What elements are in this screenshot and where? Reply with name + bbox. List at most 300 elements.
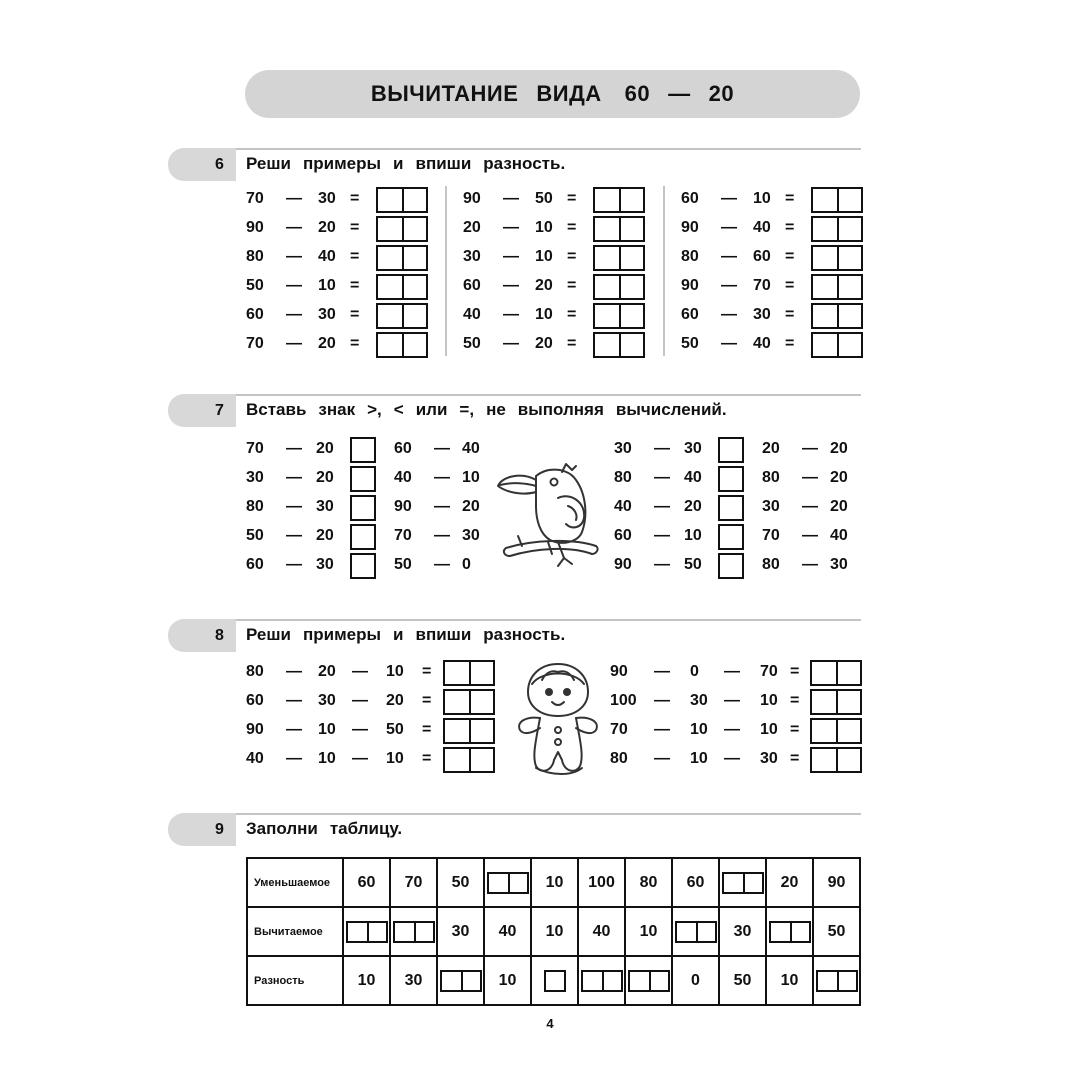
equation-token: — [724,721,740,738]
task-number-badge [168,394,236,427]
equation-token: 20 [386,692,404,709]
equation-token: 40 [246,750,264,767]
equation-token: — [286,306,302,323]
equation-token: 20 [318,663,336,680]
equation-token: 90 [681,277,699,294]
equation-token: — [352,750,368,767]
left-expression-token: 30 [316,498,334,515]
right-expression-token: — [434,469,450,486]
equation-token: — [654,750,670,767]
right-expression-token: 30 [762,498,780,515]
left-expression-token: 70 [246,440,264,457]
answer-box[interactable] [675,921,717,943]
answer-box[interactable] [376,274,428,300]
equation-token: — [724,663,740,680]
equation-token: — [503,219,519,236]
table-cell-empty [578,956,625,1005]
left-expression-token: 80 [614,469,632,486]
equation-token: 70 [246,335,264,352]
equation-token: 30 [760,750,778,767]
left-expression-token: 40 [614,498,632,515]
row-header: Разность [247,956,343,1005]
left-expression-token: 20 [316,440,334,457]
equation-token: — [503,277,519,294]
task-divider [236,148,861,150]
equation-token: 40 [753,219,771,236]
row-header: Уменьшаемое [247,858,343,907]
equation-token: 70 [760,663,778,680]
instruction-word: < [393,400,404,419]
answer-box[interactable] [722,872,764,894]
left-expression-token: — [654,498,670,515]
equation-token: 10 [386,663,404,680]
equation-token: 10 [318,277,336,294]
table-cell-empty [625,956,672,1005]
instruction-word: впиши [415,154,472,173]
instruction-word: выполняя [517,400,604,419]
table-cell-empty [813,956,860,1005]
right-expression-token: 70 [394,527,412,544]
sign-box[interactable] [350,495,376,521]
left-expression-token: 50 [684,556,702,573]
equation-token: 90 [246,219,264,236]
answer-box[interactable] [811,303,863,329]
equation-token: 70 [610,721,628,738]
equation-token: = [567,219,577,236]
table-cell: 60 [343,858,390,907]
title-word: ВЫЧИТАНИЕ [370,81,519,106]
answer-box[interactable] [393,921,435,943]
instruction-word: и [393,154,404,173]
task-number-badge [168,148,236,181]
answer-box[interactable] [816,970,858,992]
right-expression-token: — [434,440,450,457]
equation-token: — [654,721,670,738]
equation-token: 20 [318,219,336,236]
left-expression-token: — [654,469,670,486]
equation-token: 50 [463,335,481,352]
right-expression-token: 20 [830,440,848,457]
table-cell: 10 [343,956,390,1005]
instruction-word: Реши [246,154,291,173]
left-expression-token: — [654,527,670,544]
left-expression-token: 10 [684,527,702,544]
equation-token: — [503,248,519,265]
right-expression-token: 20 [830,469,848,486]
equation-token: 0 [690,663,699,680]
answer-box[interactable] [376,187,428,213]
column-divider [663,186,665,356]
row-header: Вычитаемое [247,907,343,956]
equation-token: — [286,248,302,265]
equation-token: 20 [463,219,481,236]
sign-box[interactable] [718,466,744,492]
right-expression-token: — [434,498,450,515]
task-divider [236,394,861,396]
equation-token: 40 [318,248,336,265]
left-expression-token: 80 [246,498,264,515]
answer-box[interactable] [593,274,645,300]
equation-token: = [350,219,360,236]
left-expression-token: 30 [246,469,264,486]
table-cell: 50 [437,858,484,907]
answer-box[interactable] [810,689,862,715]
answer-box[interactable] [593,245,645,271]
table-cell: 10 [484,956,531,1005]
left-expression-token: — [286,469,302,486]
equation-token: 20 [535,277,553,294]
sign-box[interactable] [350,524,376,550]
left-expression-token: — [286,556,302,573]
answer-box[interactable] [810,718,862,744]
instruction-word: =, [459,400,475,419]
equation-token: 80 [246,663,264,680]
right-expression-token: — [802,469,818,486]
instruction-word: Заполни [246,819,318,838]
equation-token: = [785,219,795,236]
sign-box[interactable] [350,466,376,492]
sign-box[interactable] [718,524,744,550]
sign-box[interactable] [718,495,744,521]
right-expression-token: 80 [762,469,780,486]
right-expression-token: — [802,440,818,457]
equation-token: = [422,663,432,680]
equation-token: 80 [610,750,628,767]
equation-token: 10 [535,248,553,265]
instruction-word: и [393,625,404,644]
equation-token: = [785,248,795,265]
left-expression-token: 30 [614,440,632,457]
instruction-word: Вставь [246,400,307,419]
table-row [247,907,860,956]
table-cell-empty [719,858,766,907]
equation-token: — [503,306,519,323]
equation-token: 50 [386,721,404,738]
title-expr: — [668,81,691,106]
equation-token: — [286,663,302,680]
right-expression-token: — [434,527,450,544]
table-cell-empty [672,907,719,956]
answer-box[interactable] [593,332,645,358]
equation-token: 60 [681,306,699,323]
task-instruction [246,819,414,839]
table-cell: 40 [484,907,531,956]
answer-box[interactable] [811,187,863,213]
equation-token: — [286,219,302,236]
table-cell-empty [484,858,531,907]
left-expression-token: 50 [246,527,264,544]
right-expression-token: 90 [394,498,412,515]
equation-token: 10 [386,750,404,767]
equation-token: 10 [535,219,553,236]
table-cell: 10 [766,956,813,1005]
equation-token: = [422,692,432,709]
table-cell: 90 [813,858,860,907]
answer-box[interactable] [628,970,670,992]
table-cell: 50 [719,956,766,1005]
right-expression-token: 40 [462,440,480,457]
table-cell: 30 [437,907,484,956]
left-expression-token: 30 [684,440,702,457]
left-expression-token: — [286,440,302,457]
equation-token: 40 [463,306,481,323]
equation-token: = [567,248,577,265]
equation-token: = [790,750,800,767]
equation-token: 10 [753,190,771,207]
table-cell: 10 [531,858,578,907]
equation-token: — [352,692,368,709]
answer-box[interactable] [443,747,495,773]
right-expression-token: 20 [830,498,848,515]
task-instruction [246,625,577,645]
equation-token: — [286,750,302,767]
equation-token: 60 [753,248,771,265]
left-expression-token: — [654,556,670,573]
answer-box[interactable] [440,970,482,992]
equation-token: 100 [610,692,637,709]
equation-token: 10 [760,692,778,709]
equation-token: 90 [681,219,699,236]
table-cell: 70 [390,858,437,907]
answer-box[interactable] [769,921,811,943]
equation-token: — [721,219,737,236]
equation-token: = [790,692,800,709]
table-cell-empty [531,956,578,1005]
answer-box[interactable] [487,872,529,894]
equation-token: — [724,692,740,709]
answer-box[interactable] [544,970,566,992]
table-cell: 30 [719,907,766,956]
sign-box[interactable] [718,437,744,463]
equation-token: 30 [318,692,336,709]
sign-box[interactable] [718,553,744,579]
table-cell: 10 [531,907,578,956]
equation-token: = [785,335,795,352]
equation-token: 50 [535,190,553,207]
table-cell: 50 [813,907,860,956]
equation-token: 80 [681,248,699,265]
left-expression-token: — [286,527,302,544]
answer-box[interactable] [593,216,645,242]
title-word: ВИДА [536,81,602,106]
equation-token: 70 [246,190,264,207]
table-row [247,858,860,907]
task-number-badge [168,813,236,846]
answer-box[interactable] [581,970,623,992]
equation-token: — [286,721,302,738]
table-cell: 10 [625,907,672,956]
answer-box[interactable] [376,216,428,242]
answer-box[interactable] [443,660,495,686]
equation-token: 10 [690,721,708,738]
table-cell: 40 [578,907,625,956]
task-divider [236,813,861,815]
task-number: 9 [215,821,224,838]
answer-box[interactable] [346,921,388,943]
right-expression-token: 30 [462,527,480,544]
instruction-word: вычислений. [615,400,727,419]
instruction-word: не [486,400,506,419]
instruction-word: или [415,400,448,419]
task-divider [236,619,861,621]
right-expression-token: — [802,556,818,573]
equation-token: 30 [318,306,336,323]
equation-token: = [422,750,432,767]
equation-token: — [286,277,302,294]
equation-token: — [721,306,737,323]
equation-token: 30 [753,306,771,323]
right-expression-token: — [434,556,450,573]
equation-token: — [721,277,737,294]
equation-token: 10 [690,750,708,767]
answer-box[interactable] [443,718,495,744]
instruction-word: разность. [483,625,566,644]
task-number: 6 [215,156,224,173]
equation-token: 20 [318,335,336,352]
title-expr: 20 [708,81,735,106]
answer-box[interactable] [811,245,863,271]
task-number: 7 [215,402,224,419]
equation-token: 60 [246,306,264,323]
equation-token: — [286,692,302,709]
equation-token: — [721,335,737,352]
equation-token: 10 [318,721,336,738]
equation-token: 50 [246,277,264,294]
equation-token: = [567,277,577,294]
answer-box[interactable] [811,332,863,358]
instruction-word: >, [367,400,382,419]
equation-token: — [724,750,740,767]
left-expression-token: 20 [316,469,334,486]
right-expression-token: 20 [762,440,780,457]
table-cell-empty [390,907,437,956]
right-expression-token: — [802,498,818,515]
answer-box[interactable] [810,660,862,686]
equation-token: = [790,721,800,738]
equation-token: = [790,663,800,680]
left-expression-token: 30 [316,556,334,573]
equation-token: 10 [318,750,336,767]
instruction-word: разность. [483,154,566,173]
equation-token: = [785,190,795,207]
answer-box[interactable] [376,303,428,329]
equation-token: = [567,306,577,323]
equation-token: 60 [681,190,699,207]
left-expression-token: 90 [614,556,632,573]
equation-token: 10 [535,306,553,323]
table-cell: 0 [672,956,719,1005]
equation-token: = [785,306,795,323]
subtraction-table [246,857,861,1006]
instruction-word: таблицу. [329,819,403,838]
equation-token: 90 [463,190,481,207]
equation-token: — [352,663,368,680]
page-number: 4 [546,1016,554,1031]
answer-box[interactable] [593,187,645,213]
answer-box[interactable] [811,216,863,242]
right-expression-token: 30 [830,556,848,573]
equation-token: — [654,692,670,709]
answer-box[interactable] [443,689,495,715]
table-cell-empty [766,907,813,956]
column-divider [445,186,447,356]
equation-token: — [286,190,302,207]
equation-token: = [350,335,360,352]
left-expression-token: — [654,440,670,457]
equation-token: — [721,190,737,207]
equation-token: 40 [753,335,771,352]
equation-token: 90 [610,663,628,680]
right-expression-token: 0 [462,556,471,573]
equation-token: — [352,721,368,738]
table-cell: 80 [625,858,672,907]
right-expression-token: 60 [394,440,412,457]
gingerbread-illustration [512,660,604,778]
right-expression-token: 70 [762,527,780,544]
answer-box[interactable] [376,332,428,358]
right-expression-token: 10 [462,469,480,486]
equation-token: — [503,335,519,352]
task-instruction [246,154,577,174]
left-expression-token: 60 [246,556,264,573]
equation-token: 60 [246,692,264,709]
table-cell-empty [437,956,484,1005]
title-expr: 60 [624,81,651,106]
task-number-badge [168,619,236,652]
table-cell: 30 [390,956,437,1005]
answer-box[interactable] [376,245,428,271]
equation-token: = [350,277,360,294]
equation-token: = [567,190,577,207]
right-expression-token: 50 [394,556,412,573]
equation-token: — [286,335,302,352]
equation-token: 30 [318,190,336,207]
table-cell-empty [343,907,390,956]
answer-box[interactable] [810,747,862,773]
sign-box[interactable] [350,553,376,579]
page-title [245,70,860,118]
equation-token: = [350,248,360,265]
left-expression-token: — [286,498,302,515]
answer-box[interactable] [593,303,645,329]
left-expression-token: 20 [684,498,702,515]
instruction-word: впиши [415,625,472,644]
left-expression-token: 40 [684,469,702,486]
equation-token: 20 [535,335,553,352]
equation-token: 30 [463,248,481,265]
task-instruction [246,400,739,420]
equation-token: = [567,335,577,352]
equation-token: 90 [246,721,264,738]
instruction-word: примеры [303,625,382,644]
table-cell: 60 [672,858,719,907]
equation-token: 30 [690,692,708,709]
left-expression-token: 60 [614,527,632,544]
equation-token: 70 [753,277,771,294]
equation-token: 10 [760,721,778,738]
equation-token: = [350,190,360,207]
equation-token: 80 [246,248,264,265]
equation-token: 50 [681,335,699,352]
left-expression-token: 20 [316,527,334,544]
right-expression-token: 20 [462,498,480,515]
right-expression-token: 40 [394,469,412,486]
answer-box[interactable] [811,274,863,300]
sign-box[interactable] [350,437,376,463]
table-cell: 20 [766,858,813,907]
equation-token: = [350,306,360,323]
table-row [247,956,860,1005]
